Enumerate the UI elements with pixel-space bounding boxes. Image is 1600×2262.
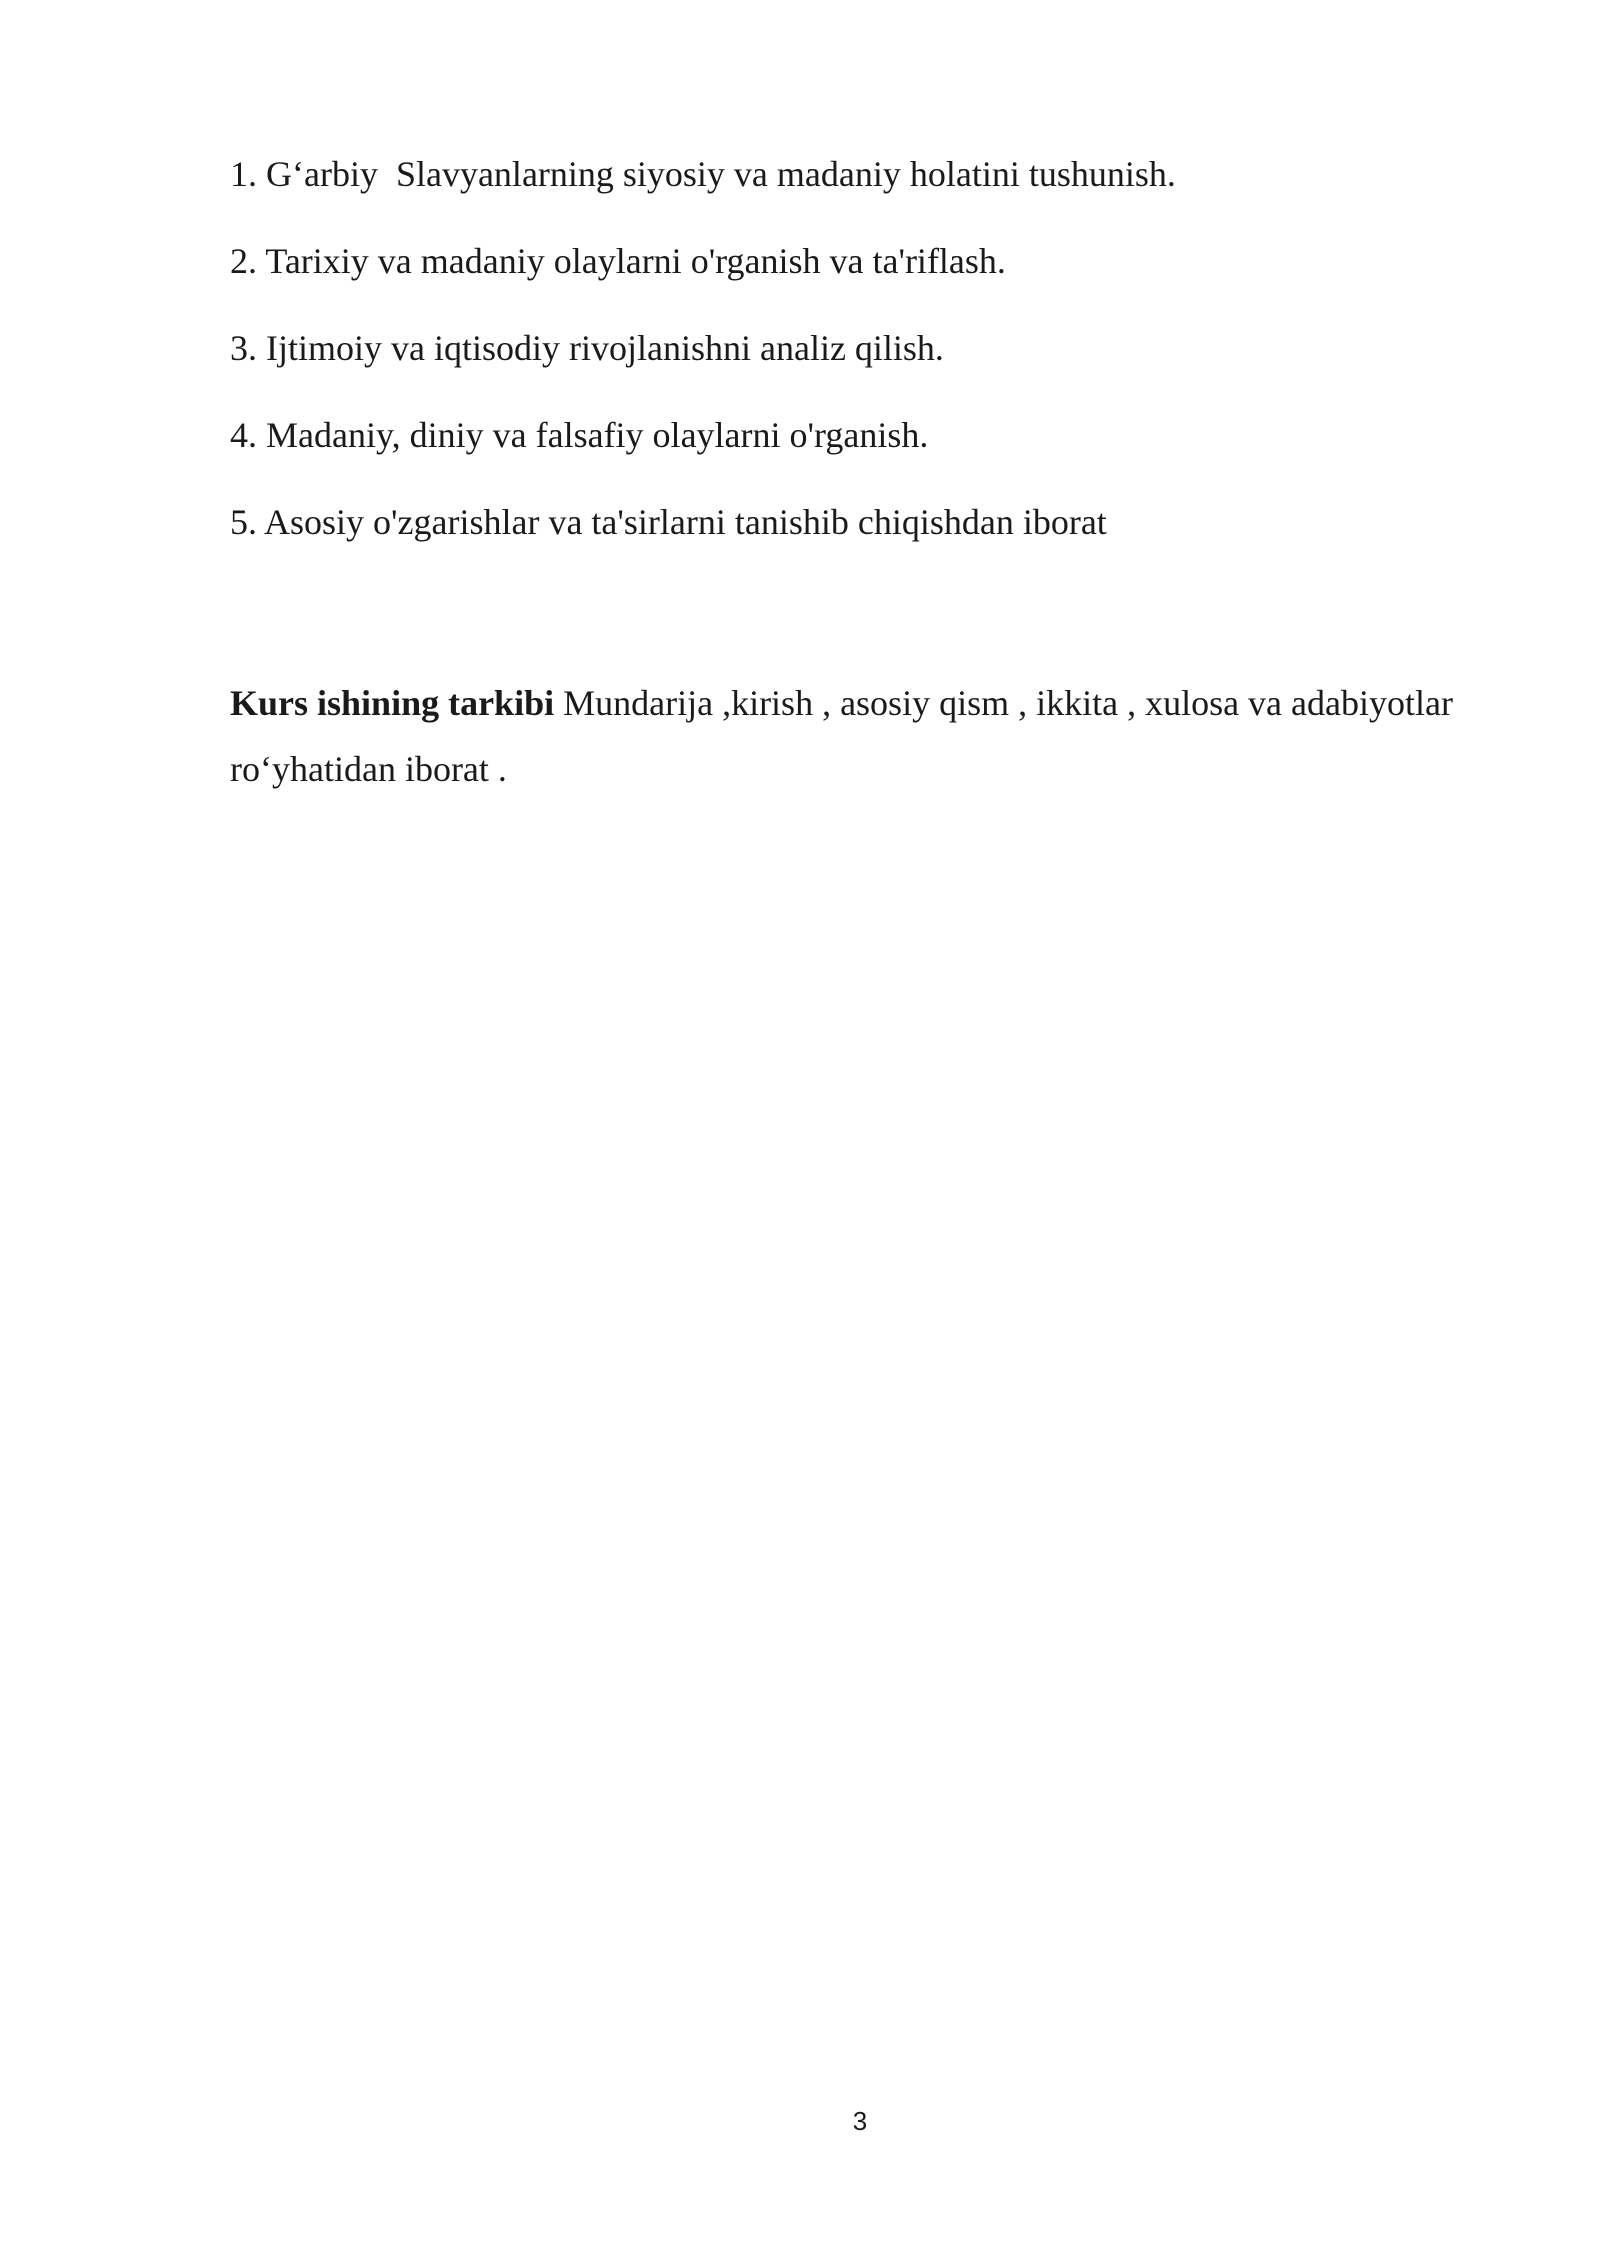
course-structure-text: Mundarija ,kirish , asosiy qism , ikkita , xulosa va adabiyotlar ro‘yhatidan iborat . <box>230 683 1453 789</box>
objective-item-5: 5. Asosiy o'zgarishlar va ta'sirlarni tanishib chiqishdan iborat <box>230 502 1107 542</box>
objective-item-4: 4. Madaniy, diniy va falsafiy olaylarni o'rganish. <box>230 415 929 455</box>
objectives-list <box>230 148 1530 583</box>
course-structure-paragraph <box>230 670 1500 802</box>
objective-item-3: 3. Ijtimoiy va iqtisodiy rivojlanishni analiz qilish. <box>230 328 944 368</box>
objective-item-2: 2. Tarixiy va madaniy olaylarni o'rganish va ta'riflash. <box>230 241 1006 281</box>
objective-item-1: 1. G‘arbiy Slavyanlarning siyosiy va madaniy holatini tushunish. <box>230 154 1176 194</box>
page-number: 3 <box>852 2106 868 2136</box>
course-structure-heading: Kurs ishining tarkibi <box>230 683 555 723</box>
